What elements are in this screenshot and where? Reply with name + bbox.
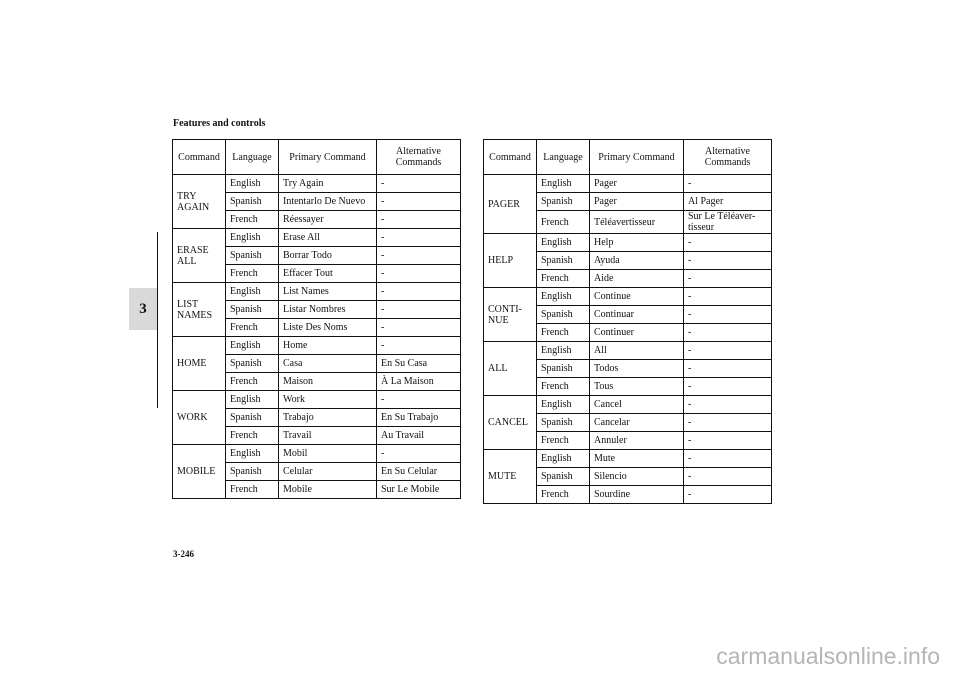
alternative-command-cell: À La Maison [377,373,461,391]
alternative-command-cell: En Su Trabajo [377,409,461,427]
language-cell: English [226,229,279,247]
primary-command-cell: Todos [590,360,684,378]
alternative-command-cell: En Su Celular [377,463,461,481]
table-header-row [484,140,772,175]
command-cell: ERASE ALL [173,229,226,283]
command-cell: LIST NAMES [173,283,226,337]
column-header-command: Command [173,140,226,175]
alternative-command-cell: - [377,319,461,337]
language-cell: Spanish [226,355,279,373]
table-row [484,234,772,252]
command-cell: HOME [173,337,226,391]
primary-command-cell: Intentarlo De Nuevo [279,193,377,211]
language-cell: English [226,175,279,193]
primary-command-cell: Continue [590,288,684,306]
primary-command-cell: Continuer [590,324,684,342]
primary-command-cell: Liste Des Noms [279,319,377,337]
primary-command-cell: Continuar [590,306,684,324]
alternative-command-cell: Al Pager [684,193,772,211]
primary-command-cell: Casa [279,355,377,373]
commands-table-right [483,139,772,504]
table-body [484,175,772,504]
command-cell: ALL [484,342,537,396]
primary-command-cell: Cancelar [590,414,684,432]
language-cell: English [537,234,590,252]
alternative-command-cell: - [684,378,772,396]
language-cell: English [537,288,590,306]
language-cell: French [226,481,279,499]
language-cell: English [537,396,590,414]
table-row [484,288,772,306]
primary-command-cell: Try Again [279,175,377,193]
language-cell: French [537,211,590,234]
alternative-command-cell: Sur Le Mobile [377,481,461,499]
primary-command-cell: Annuler [590,432,684,450]
primary-command-cell: Téléavertisseur [590,211,684,234]
primary-command-cell: Maison [279,373,377,391]
table-row [173,391,461,409]
chapter-tab-divider [157,232,158,408]
command-cell: MOBILE [173,445,226,499]
language-cell: French [537,378,590,396]
language-cell: French [226,427,279,445]
primary-command-cell: Mute [590,450,684,468]
table-row [484,175,772,193]
language-cell: Spanish [537,468,590,486]
alternative-command-cell: - [684,324,772,342]
primary-command-cell: Borrar Todo [279,247,377,265]
table-body [173,175,461,499]
alternative-command-cell: - [684,450,772,468]
primary-command-cell: Travail [279,427,377,445]
column-header-alternative: Alternative Commands [684,140,772,175]
language-cell: Spanish [537,360,590,378]
alternative-command-cell: - [684,396,772,414]
command-cell: CANCEL [484,396,537,450]
language-cell: English [537,175,590,193]
commands-table-left [172,139,461,499]
alternative-command-cell: - [684,468,772,486]
primary-command-cell: Pager [590,193,684,211]
language-cell: French [226,211,279,229]
column-header-alternative: Alternative Commands [377,140,461,175]
language-cell: English [226,283,279,301]
primary-command-cell: Ayuda [590,252,684,270]
command-cell: WORK [173,391,226,445]
alternative-command-cell: - [377,229,461,247]
primary-command-cell: List Names [279,283,377,301]
table-row [173,445,461,463]
table-row [173,337,461,355]
language-cell: Spanish [226,301,279,319]
alternative-command-cell: - [377,193,461,211]
language-cell: French [537,486,590,504]
column-header-primary: Primary Command [590,140,684,175]
watermark-text: carmanualsonline.info [716,643,940,669]
language-cell: Spanish [537,306,590,324]
command-cell: CONTI-NUE [484,288,537,342]
column-header-command: Command [484,140,537,175]
column-header-language: Language [537,140,590,175]
alternative-command-cell: Au Travail [377,427,461,445]
table-row [484,450,772,468]
command-cell: HELP [484,234,537,288]
language-cell: Spanish [226,193,279,211]
language-cell: English [226,391,279,409]
language-cell: Spanish [226,247,279,265]
primary-command-cell: Mobile [279,481,377,499]
alternative-command-cell: - [684,270,772,288]
table-row [484,342,772,360]
primary-command-cell: Silencio [590,468,684,486]
language-cell: French [537,270,590,288]
alternative-command-cell: - [684,234,772,252]
primary-command-cell: Sourdine [590,486,684,504]
primary-command-cell: Work [279,391,377,409]
language-cell: Spanish [537,193,590,211]
table-header-row [173,140,461,175]
command-cell: MUTE [484,450,537,504]
primary-command-cell: Mobil [279,445,377,463]
table-row [173,175,461,193]
alternative-command-cell: - [684,414,772,432]
language-cell: French [226,265,279,283]
language-cell: English [226,337,279,355]
command-cell: TRY AGAIN [173,175,226,229]
language-cell: English [537,450,590,468]
language-cell: Spanish [537,252,590,270]
alternative-command-cell: - [377,301,461,319]
language-cell: French [537,432,590,450]
alternative-command-cell: - [684,360,772,378]
language-cell: English [537,342,590,360]
primary-command-cell: Aide [590,270,684,288]
primary-command-cell: Listar Nombres [279,301,377,319]
primary-command-cell: Tous [590,378,684,396]
chapter-tab-label: 3 [139,300,147,317]
primary-command-cell: Pager [590,175,684,193]
primary-command-cell: Erase All [279,229,377,247]
language-cell: French [537,324,590,342]
language-cell: Spanish [226,463,279,481]
chapter-tab [129,288,157,330]
table-row [484,396,772,414]
primary-command-cell: Réessayer [279,211,377,229]
command-cell: PAGER [484,175,537,234]
language-cell: French [226,373,279,391]
alternative-command-cell: - [684,175,772,193]
language-cell: Spanish [537,414,590,432]
alternative-command-cell: - [377,337,461,355]
alternative-command-cell: - [684,432,772,450]
language-cell: English [226,445,279,463]
primary-command-cell: Help [590,234,684,252]
alternative-command-cell: - [684,252,772,270]
alternative-command-cell: En Su Casa [377,355,461,373]
primary-command-cell: All [590,342,684,360]
alternative-command-cell: - [377,265,461,283]
alternative-command-cell: - [684,486,772,504]
page-number: 3-246 [173,549,194,559]
table-row [173,283,461,301]
alternative-command-cell: Sur Le Téléaver-tisseur [684,211,772,234]
alternative-command-cell: - [377,391,461,409]
primary-command-cell: Trabajo [279,409,377,427]
primary-command-cell: Cancel [590,396,684,414]
language-cell: French [226,319,279,337]
alternative-command-cell: - [684,306,772,324]
alternative-command-cell: - [377,211,461,229]
alternative-command-cell: - [377,247,461,265]
section-title: Features and controls [173,118,266,129]
alternative-command-cell: - [684,288,772,306]
alternative-command-cell: - [377,175,461,193]
alternative-command-cell: - [684,342,772,360]
alternative-command-cell: - [377,283,461,301]
primary-command-cell: Celular [279,463,377,481]
alternative-command-cell: - [377,445,461,463]
column-header-primary: Primary Command [279,140,377,175]
table-row [173,229,461,247]
column-header-language: Language [226,140,279,175]
primary-command-cell: Effacer Tout [279,265,377,283]
primary-command-cell: Home [279,337,377,355]
language-cell: Spanish [226,409,279,427]
